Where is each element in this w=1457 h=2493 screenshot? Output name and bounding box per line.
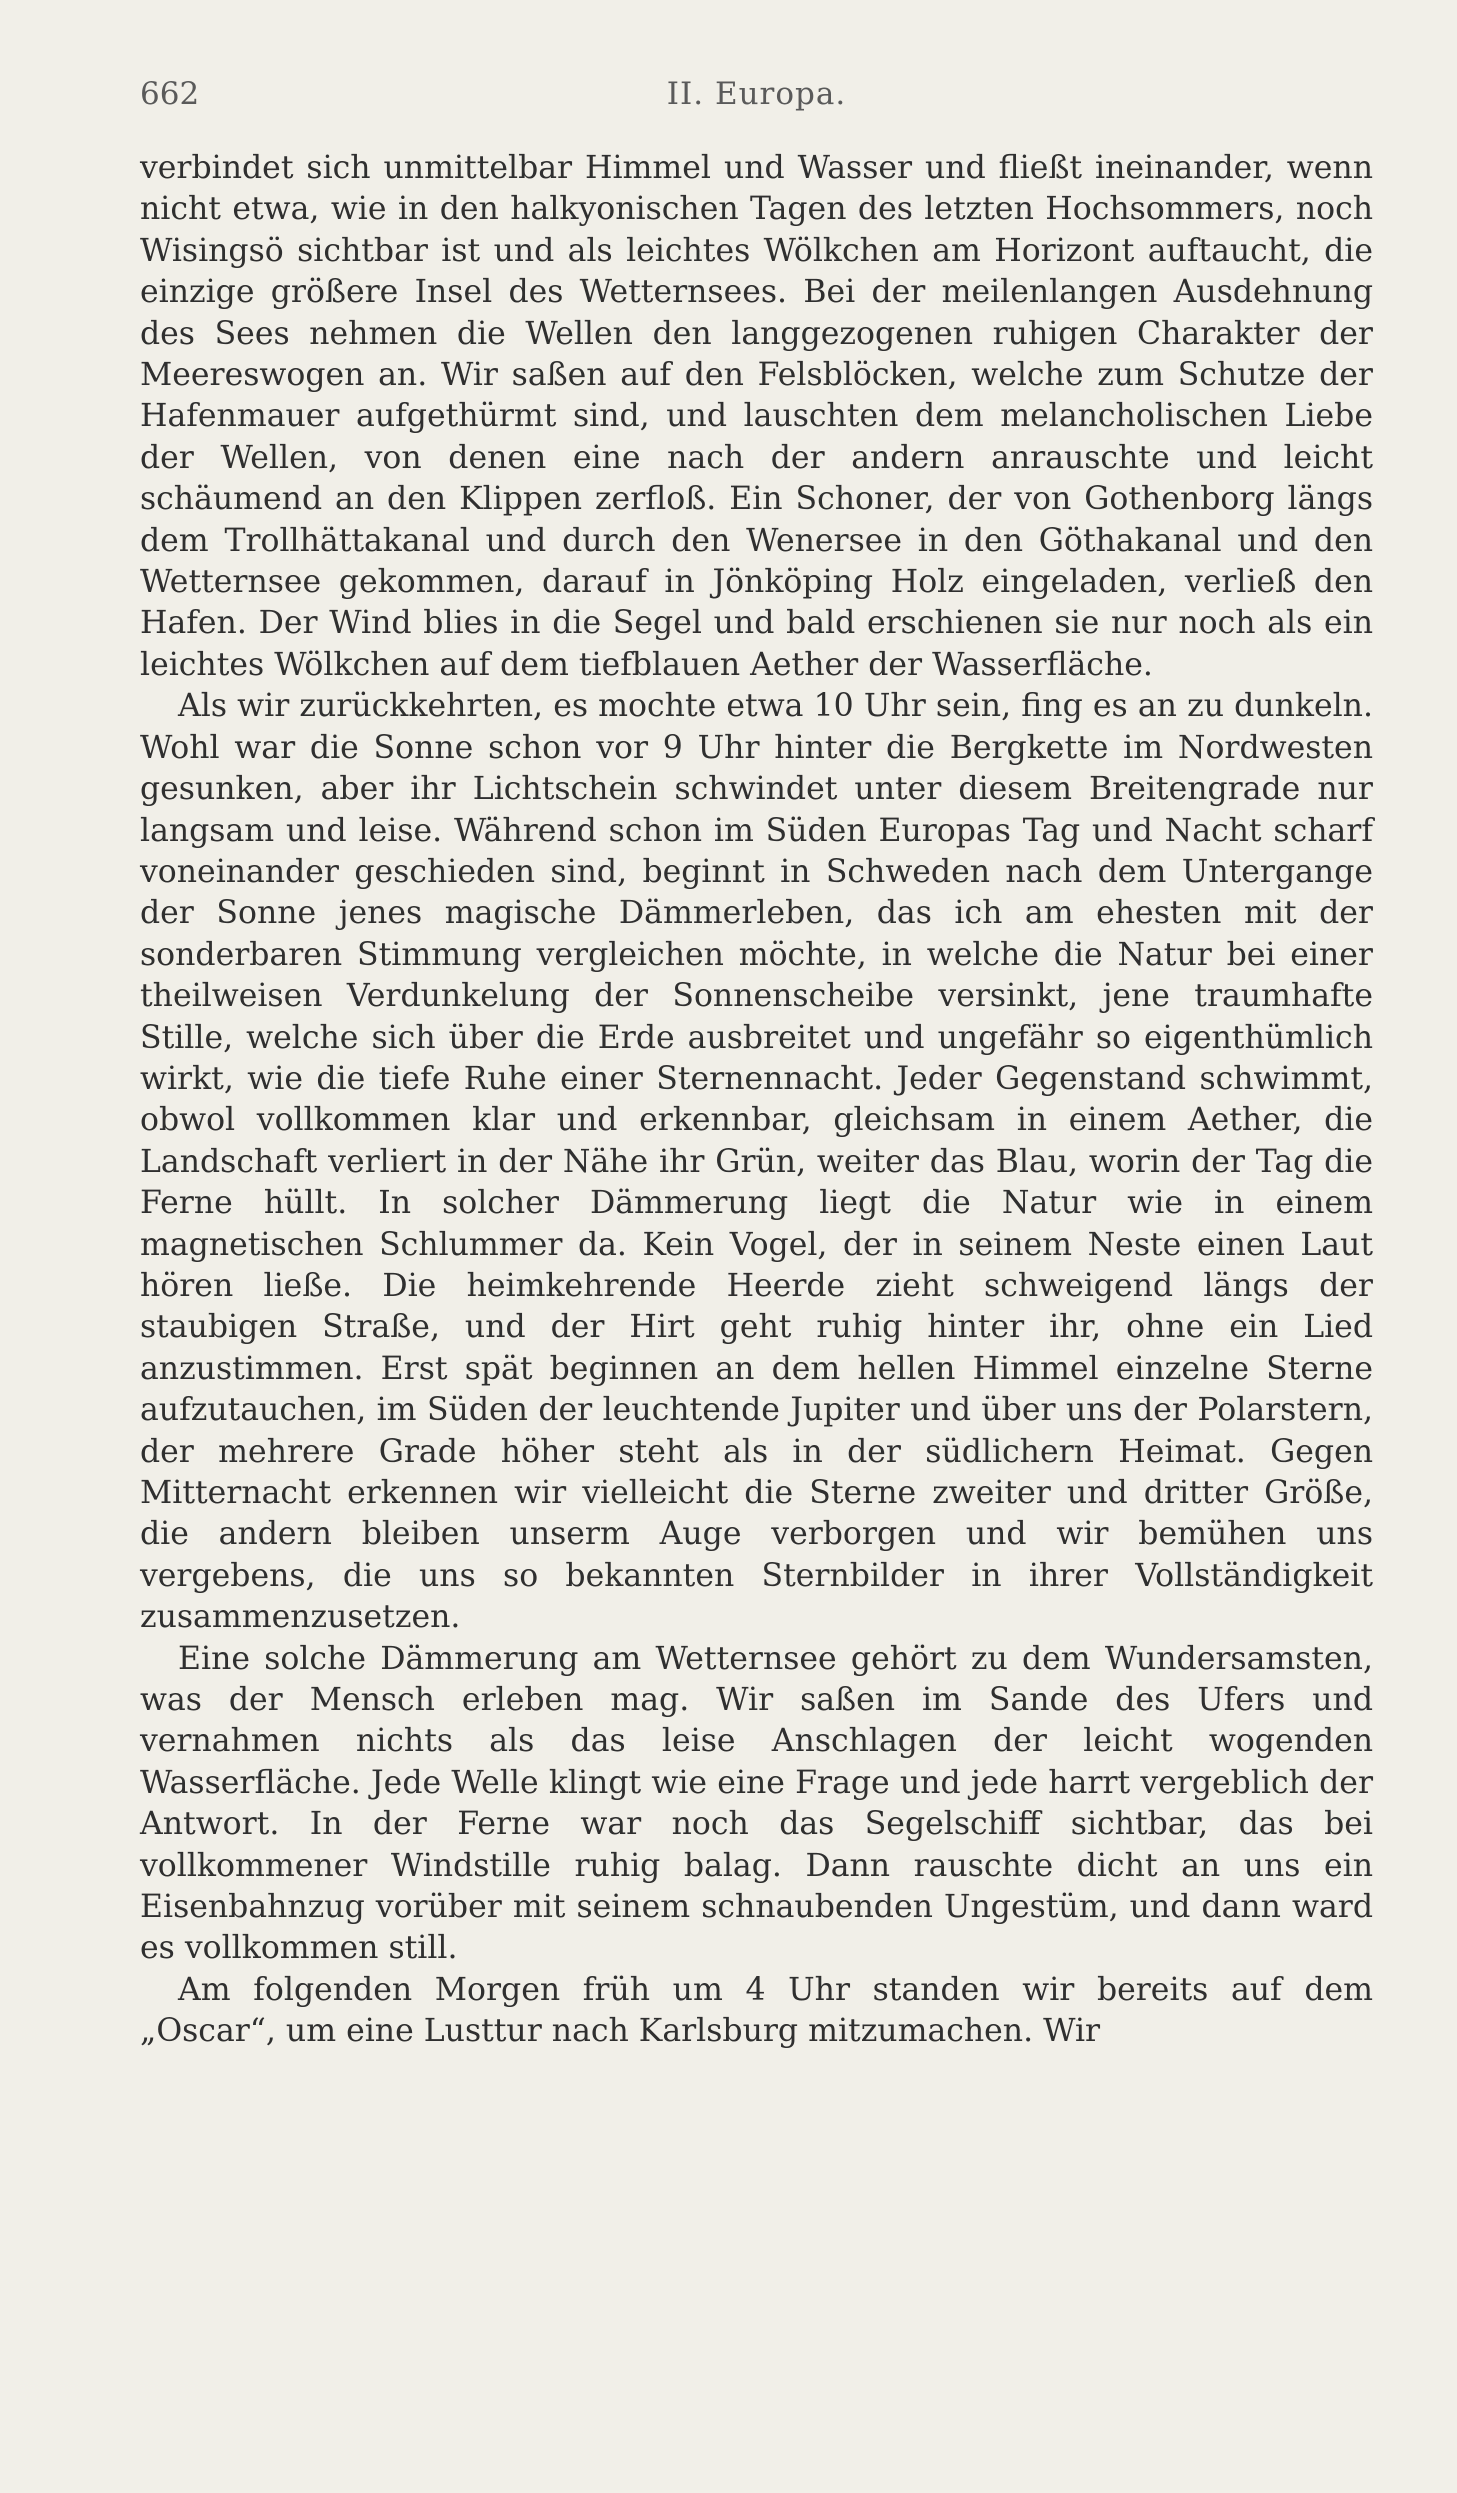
running-title: II. Europa. — [666, 76, 847, 112]
paragraph: verbindet sich unmittelbar Himmel und Wasser und fließt ineinander, wenn nicht etwa, wie in den halkyonischen Tagen des letzten Hochsommers, noch Wisingsö sichtbar ist und als leichtes Wölkchen am Horizont auftaucht, die einzige größere Insel des Wetternsees. Bei der meilenlangen Ausdehnung des Sees nehmen die Wellen den langgezogenen ruhigen Charakter der Meereswogen an. Wir saßen auf den Felsblöcken, welche zum Schutze der Hafenmauer aufgethürmt sind, und lauschten dem melancholischen Liebe der Wellen, von denen eine nach der andern anrauschte und leicht schäumend an den Klippen zerfloß. Ein Schoner, der von Gothenborg längs dem Trollhättakanal und durch den Wenersee in den Göthakanal und den Wetternsee gekommen, darauf in Jönköping Holz eingeladen, verließ den Hafen. Der Wind blies in die Segel und bald erschienen sie nur noch als ein leichtes Wölkchen auf dem tiefblauen Aether der Wasserfläche. — [140, 150, 1373, 683]
paragraph: Eine solche Dämmerung am Wetternsee gehört zu dem Wundersamsten, was der Mensch erleben mag. Wir saßen im Sande des Ufers und vernahmen nichts als das leise Anschlagen der leicht wogenden Wasserfläche. Jede Welle klingt wie eine Frage und jede harrt vergeblich der Antwort. In der Ferne war noch das Segelschiff sichtbar, das bei vollkommener Windstille ruhig balag. Dann rauschte dicht an uns ein Eisenbahnzug vorüber mit seinem schnaubenden Ungestüm, und dann ward es vollkommen still. — [140, 1640, 1373, 1967]
page-header — [140, 64, 1373, 124]
page-number: 662 — [140, 76, 200, 112]
body-text — [140, 148, 1373, 2053]
paragraph: Als wir zurückkehrten, es mochte etwa 10 Uhr sein, fing es an zu dunkeln. Wohl war die Sonne schon vor 9 Uhr hinter die Bergkette im Nordwesten gesunken, aber ihr Lichtschein schwindet unter diesem Breitengrade nur langsam und leise. Während schon im Süden Europas Tag und Nacht scharf voneinander geschieden sind, beginnt in Schweden nach dem Untergange der Sonne jenes magische Dämmerleben, das ich am ehesten mit der sonderbaren Stimmung vergleichen möchte, in welche die Natur bei einer theilweisen Verdunkelung der Sonnenscheibe versinkt, jene traumhafte Stille, welche sich über die Erde ausbreitet und ungefähr so eigenthümlich wirkt, wie die tiefe Ruhe einer Sternennacht. Jeder Gegenstand schwimmt, obwol vollkommen klar und erkennbar, gleichsam in einem Aether, die Landschaft verliert in der Nähe ihr Grün, weiter das Blau, worin der Tag die Ferne hüllt. In solcher Dämmerung liegt die Natur wie in einem magnetischen Schlummer da. Kein Vogel, der in seinem Neste einen Laut hören ließe. Die heimkehrende Heerde zieht schweigend längs der staubigen Straße, und der Hirt geht ruhig hinter ihr, ohne ein Lied anzustimmen. Erst spät beginnen an dem hellen Himmel einzelne Sterne aufzutauchen, im Süden der leuchtende Jupiter und über uns der Polarstern, der mehrere Grade höher steht als in der südlichern Heimat. Gegen Mitternacht erkennen wir vielleicht die Sterne zweiter und dritter Größe, die andern bleiben unserm Auge verborgen und wir bemühen uns vergebens, die uns so bekannten Sternbilder in ihrer Vollständigkeit zusammenzusetzen. — [140, 688, 1373, 1636]
paragraph: Am folgenden Morgen früh um 4 Uhr standen wir bereits auf dem „Oscar“, um eine Lusttur nach Karlsburg mitzumachen. Wir — [140, 1971, 1373, 2050]
